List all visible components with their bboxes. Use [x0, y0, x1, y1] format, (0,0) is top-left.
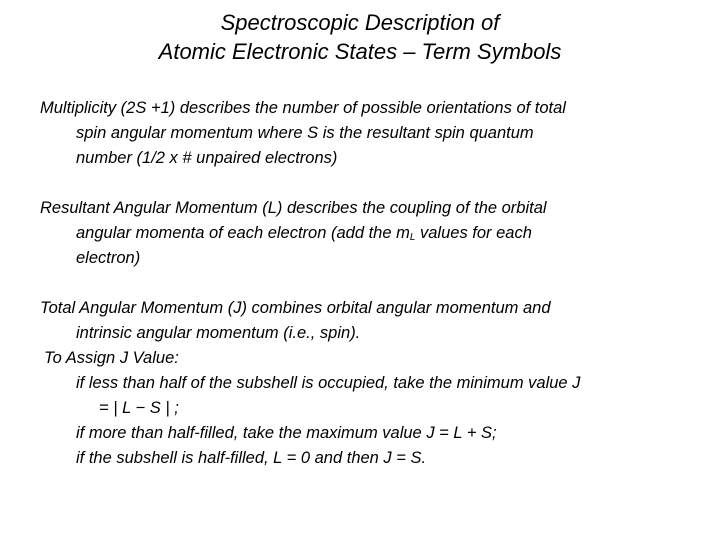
resultant-line-2-post: values for each [415, 224, 532, 242]
multiplicity-line-2: spin angular momentum where S is the resultant spin quantum [76, 124, 534, 142]
title-line-2: Atomic Electronic States – Term Symbols [158, 39, 562, 64]
paragraph-gap [40, 271, 700, 296]
resultant-paragraph [40, 196, 700, 271]
assign-heading: To Assign J Value: [44, 349, 179, 367]
slide-body [40, 96, 700, 471]
rule-2: if more than half-filled, take the maximum value J = L + S; [76, 424, 497, 442]
rule-1-line-2: = | L − S | ; [99, 399, 179, 417]
rule-3: if the subshell is half-filled, L = 0 and then J = S. [76, 449, 427, 467]
ml-subscript: L [409, 232, 416, 243]
resultant-line-2 [40, 221, 700, 246]
resultant-line-3: electron) [76, 249, 141, 267]
resultant-line-1: Resultant Angular Momentum (L) describes the coupling of the orbital [40, 199, 547, 217]
rule-1-line-1: if less than half of the subshell is occupied, take the minimum value J [76, 374, 581, 392]
resultant-line-2-pre: angular momenta of each electron (add the m [76, 224, 410, 242]
multiplicity-line-3: number (1/2 x # unpaired electrons) [76, 149, 338, 167]
multiplicity-paragraph [40, 96, 700, 171]
multiplicity-line-1: Multiplicity (2S +1) describes the number of possible orientations of total [40, 99, 566, 117]
total-paragraph [40, 296, 700, 471]
total-line-1: Total Angular Momentum (J) combines orbital angular momentum and [40, 299, 551, 317]
slide-title [0, 8, 720, 66]
title-line-1: Spectroscopic Description of [220, 10, 500, 35]
paragraph-gap [40, 171, 700, 196]
total-line-2: intrinsic angular momentum (i.e., spin). [76, 324, 361, 342]
